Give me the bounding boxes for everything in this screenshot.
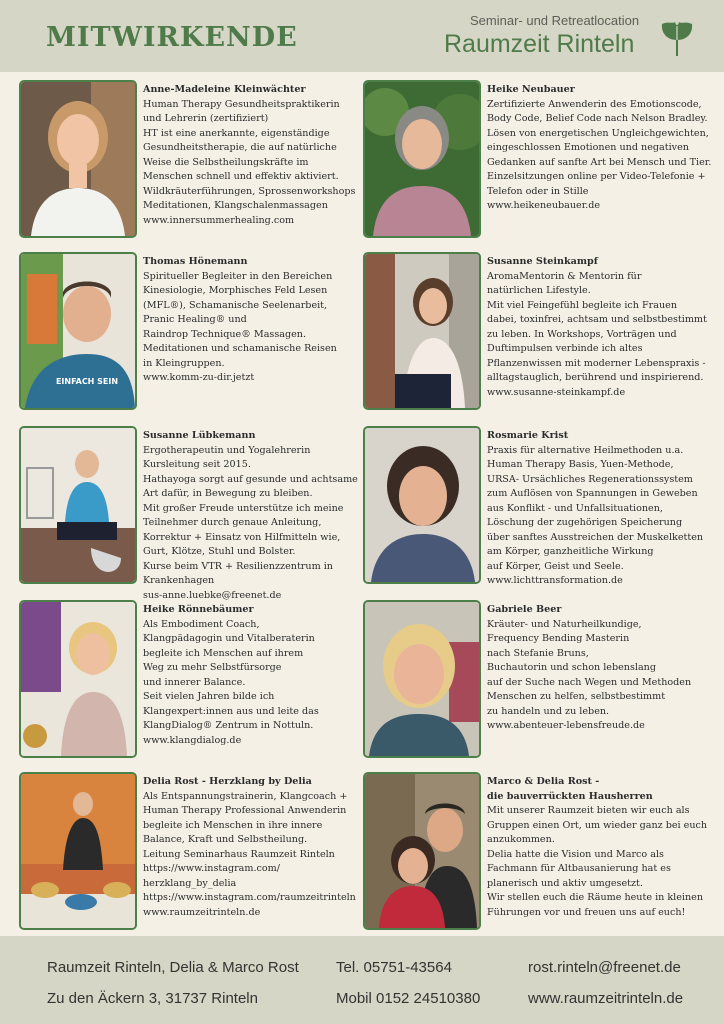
bio-line: und Lehrerin (zertifiziert) [143,113,269,124]
instagram-link[interactable]: https://www.instagram.com/ [143,863,281,874]
header-band [0,0,724,72]
bio-line: Seit vielen Jahren bilde ich [143,691,275,702]
contributor-name: Anne-Madeleine Kleinwächter [143,84,306,95]
bio-line: und innerer Balance. [143,676,246,688]
bio-line: (MFL®), Schamanische Seelenarbeit, [143,299,328,311]
contributor-subtitle: die bauverrückten Hausherren [487,790,653,802]
bio-line: zu leben. In Workshops, Vorträgen und [487,328,677,340]
bio-line: Krankenhagen [143,575,215,586]
bio-line: dabei, toxinfrei, achtsam und selbstbestimmt [487,314,707,325]
bio-line: Pranic Healing® und [143,314,247,325]
bio-line: Praxis für alternative Heilmethoden u.a. [487,444,684,456]
bio-line: Als Embodiment Coach, [143,618,260,630]
contributor-name: Thomas Hönemann [143,256,248,267]
bio-line: nach Stefanie Bruns, [487,647,589,659]
contributor-name: Delia Rost - Herzklang by Delia [143,776,312,787]
bio-line: aus Konflikt - und Unfallsituationen, [487,502,663,514]
website-link[interactable]: www.abenteuer-lebensfreude.de [487,720,645,731]
bio-line: Meditationen und schamanische Reisen [143,343,337,354]
footer-website[interactable]: www.raumzeitrinteln.de [528,990,684,1007]
bio-line: Als Entspannungstrainerin, Klangcoach + [143,790,348,802]
bio-line: Frequency Bending Masterin [487,633,630,644]
bio-line: Balance, Kraft und Selbstheilung. [143,834,308,845]
bio-line: Einzelsitzungen online per Video-Telefonie + [487,171,706,182]
bio-line: Mit großer Freude unterstütze ich meine [143,502,344,514]
contributor-name: Susanne Steinkampf [487,256,598,267]
bio-line: Mit unserer Raumzeit bieten wir euch als [487,805,690,816]
bio-line: Korrektur + Einsatz von Hilfmitteln wie, [143,531,341,543]
website-link[interactable]: www.komm-zu-dir.jetzt [143,372,255,383]
portrait-photo [19,772,137,930]
contributor-name: Rosmarie Krist [487,430,569,441]
bio-line: Kinesiologie, Morphisches Feld Lesen [143,285,328,296]
logo-name: Raumzeit Rinteln [444,30,635,58]
portrait-photo [363,600,481,758]
contributor-name: Heike Rönnebäumer [143,604,254,615]
contributor-name: Heike Neubauer [487,84,575,95]
bio-line: Human Therapy Professional Anwenderin [143,805,347,816]
bio-line: URSA- Ursächliches Regenerationssystem [487,473,693,485]
bio-line: auf der Suche nach Wegen und Methoden [487,676,692,688]
bio-line: begleite ich Menschen in ihre innere [143,819,323,831]
contributor-name: Susanne Lübkemann [143,430,256,441]
portrait-photo [19,426,137,584]
bio-line: Fachmann für Altbausanierung hat es [487,863,671,874]
bio-line: Führungen vor und freuen uns auf euch! [487,906,686,918]
footer-address: Zu den Äckern 3, 31737 Rinteln [47,990,258,1007]
website-link[interactable]: www.susanne-steinkampf.de [487,386,626,398]
bio-line: am Körper, ganzheitliche Wirkung [487,546,654,557]
bio-line: Body Code, Belief Code nach Nelson Bradley. [487,113,708,124]
page-title: MITWIRKENDE [46,22,298,53]
bio-line: HT ist eine anerkannte, eigenständige [143,127,330,139]
portrait-photo [19,252,137,410]
instagram-link[interactable]: https://www.instagram.com/raumzeitrinteln [143,892,356,903]
bio-line: AromaMentorin & Mentorin für [487,270,642,282]
footer-email[interactable]: rost.rinteln@freenet.de [528,959,681,976]
bio-line: zu handeln und zu leben. [487,705,610,717]
bio-line: Klangpädagogin und Vitalberaterin [143,633,315,644]
bio-line: Delia hatte die Vision und Marco als [487,848,664,860]
bio-line: Gurt, Klötze, Stuhl und Bolster. [143,546,296,557]
bio-line: planerisch und aktiv umgesetzt. [487,877,643,889]
footer-phone[interactable]: Tel. 05751-43564 [336,959,452,976]
bio-line: Buchautorin und schon lebenslang [487,662,656,673]
bio-line: KlangDialog® Zentrum in Nottuln. [143,720,314,731]
bio-line: Pflanzenwissen mit moderner Lebenspraxis - [487,357,706,369]
bio-line: Menschen schnell und effektiv aktiviert. [143,171,339,182]
instagram-link[interactable]: herzklang_by_delia [143,877,237,889]
bio-line: Ergotherapeutin und Yogalehrerin [143,444,311,456]
bio-line: Duftimpulsen verbinde ich altes [487,343,643,354]
bio-line: Gruppen einen Ort, um wieder ganz bei euch [487,819,708,831]
logo-subtitle: Seminar- und Retreatlocation [470,13,640,28]
portrait-photo [363,80,481,238]
bio-line: Kräuter- und Naturheilkundige, [487,618,642,630]
bio-line: alltagstauglich, berührend und inspirierend. [487,372,704,383]
bio-line: Spiritueller Begleiter in den Bereichen [143,270,333,282]
website-link[interactable]: www.klangdialog.de [143,734,242,746]
website-link[interactable]: www.raumzeitrinteln.de [143,906,261,918]
bio-line: Raindrop Technique® Massagen. [143,328,307,340]
bio-line: Teilnehmer durch genaue Anleitung, [143,517,322,528]
bio-line: anzukommen. [487,834,555,845]
ginkgo-leaf-icon [660,18,694,58]
bio-line: zum Auflösen von Spannungen in Geweben [487,488,698,499]
bio-line: Menschen zu helfen, selbstbestimmt [487,691,666,702]
bio-line: Mit viel Feingefühl begleite ich Frauen [487,299,678,311]
footer-org: Raumzeit Rinteln, Delia & Marco Rost [47,959,299,976]
bio-line: in Kleingruppen. [143,357,225,369]
bio-line: Hathayoga sorgt auf gesunde und achtsame [143,473,358,485]
bio-line: Wir stellen euch die Räume heute in kleinen [487,892,704,903]
bio-line: Kurse beim VTR + Resilienzzentrum in [143,560,333,572]
bio-line: über sanftes Ausstreichen der Muskelketten [487,531,704,543]
website-link[interactable]: www.innersummerhealing.com [143,214,295,226]
footer-band [0,936,724,1024]
portrait-photo [19,80,137,238]
bio-line: natürlichen Lifestyle. [487,285,591,296]
bio-line: Kursleitung seit 2015. [143,459,251,470]
footer-mobile[interactable]: Mobil 0152 24510380 [336,990,481,1007]
website-link[interactable]: www.lichttransformation.de [487,575,623,586]
bio-line: Zertifizierte Anwenderin des Emotionscode, [487,98,702,110]
bio-line: Weg zu mehr Selbstfürsorge [143,662,282,673]
contributor-name: Marco & Delia Rost - [487,776,600,787]
bio-line: eingeschlossen Emotionen und negativen [487,142,689,153]
bio-line: Löschung der zugehörigen Speicherung [487,517,683,528]
bio-line: begleite ich Menschen auf ihrem [143,647,304,659]
bio-line: Art dafür, in Bewegung zu bleiben. [143,488,313,499]
bio-line: Wildkräuterführungen, Sprossenworkshops [143,185,356,197]
portrait-photo [363,426,481,584]
bio-line: Human Therapy Basis, Yuen-Methode, [487,459,674,470]
bio-line: Leitung Seminarhaus Raumzeit Rinteln [143,848,335,860]
bio-line: Human Therapy Gesundheitspraktikerin [143,98,340,110]
bio-line: Klangexpert:innen aus und leite das [143,705,319,717]
shirt-print: EINFACH SEIN [55,377,119,386]
website-link[interactable]: www.heikeneubauer.de [487,200,601,211]
bio-line: Lösen von energetischen Ungleichgewichten, [487,127,709,139]
bio-line: Meditationen, Klangschalenmassagen [143,200,328,211]
bio-line: Gesundheitstherapie, die auf natürliche [143,142,337,153]
portrait-photo [363,772,481,930]
contributor-name: Gabriele Beer [487,604,562,615]
bio-line: Gedanken auf sanfte Art bei Mensch und Tier. [487,156,712,168]
portrait-photo [363,252,481,410]
portrait-photo [19,600,137,758]
bio-line: Weise die Selbstheilungskräfte im [143,156,309,168]
bio-line: Telefon oder in Stille [487,185,589,197]
email-link[interactable]: sus-anne.luebke@freenet.de [143,589,282,601]
bio-line: auf Körper, Geist und Seele. [487,560,624,572]
